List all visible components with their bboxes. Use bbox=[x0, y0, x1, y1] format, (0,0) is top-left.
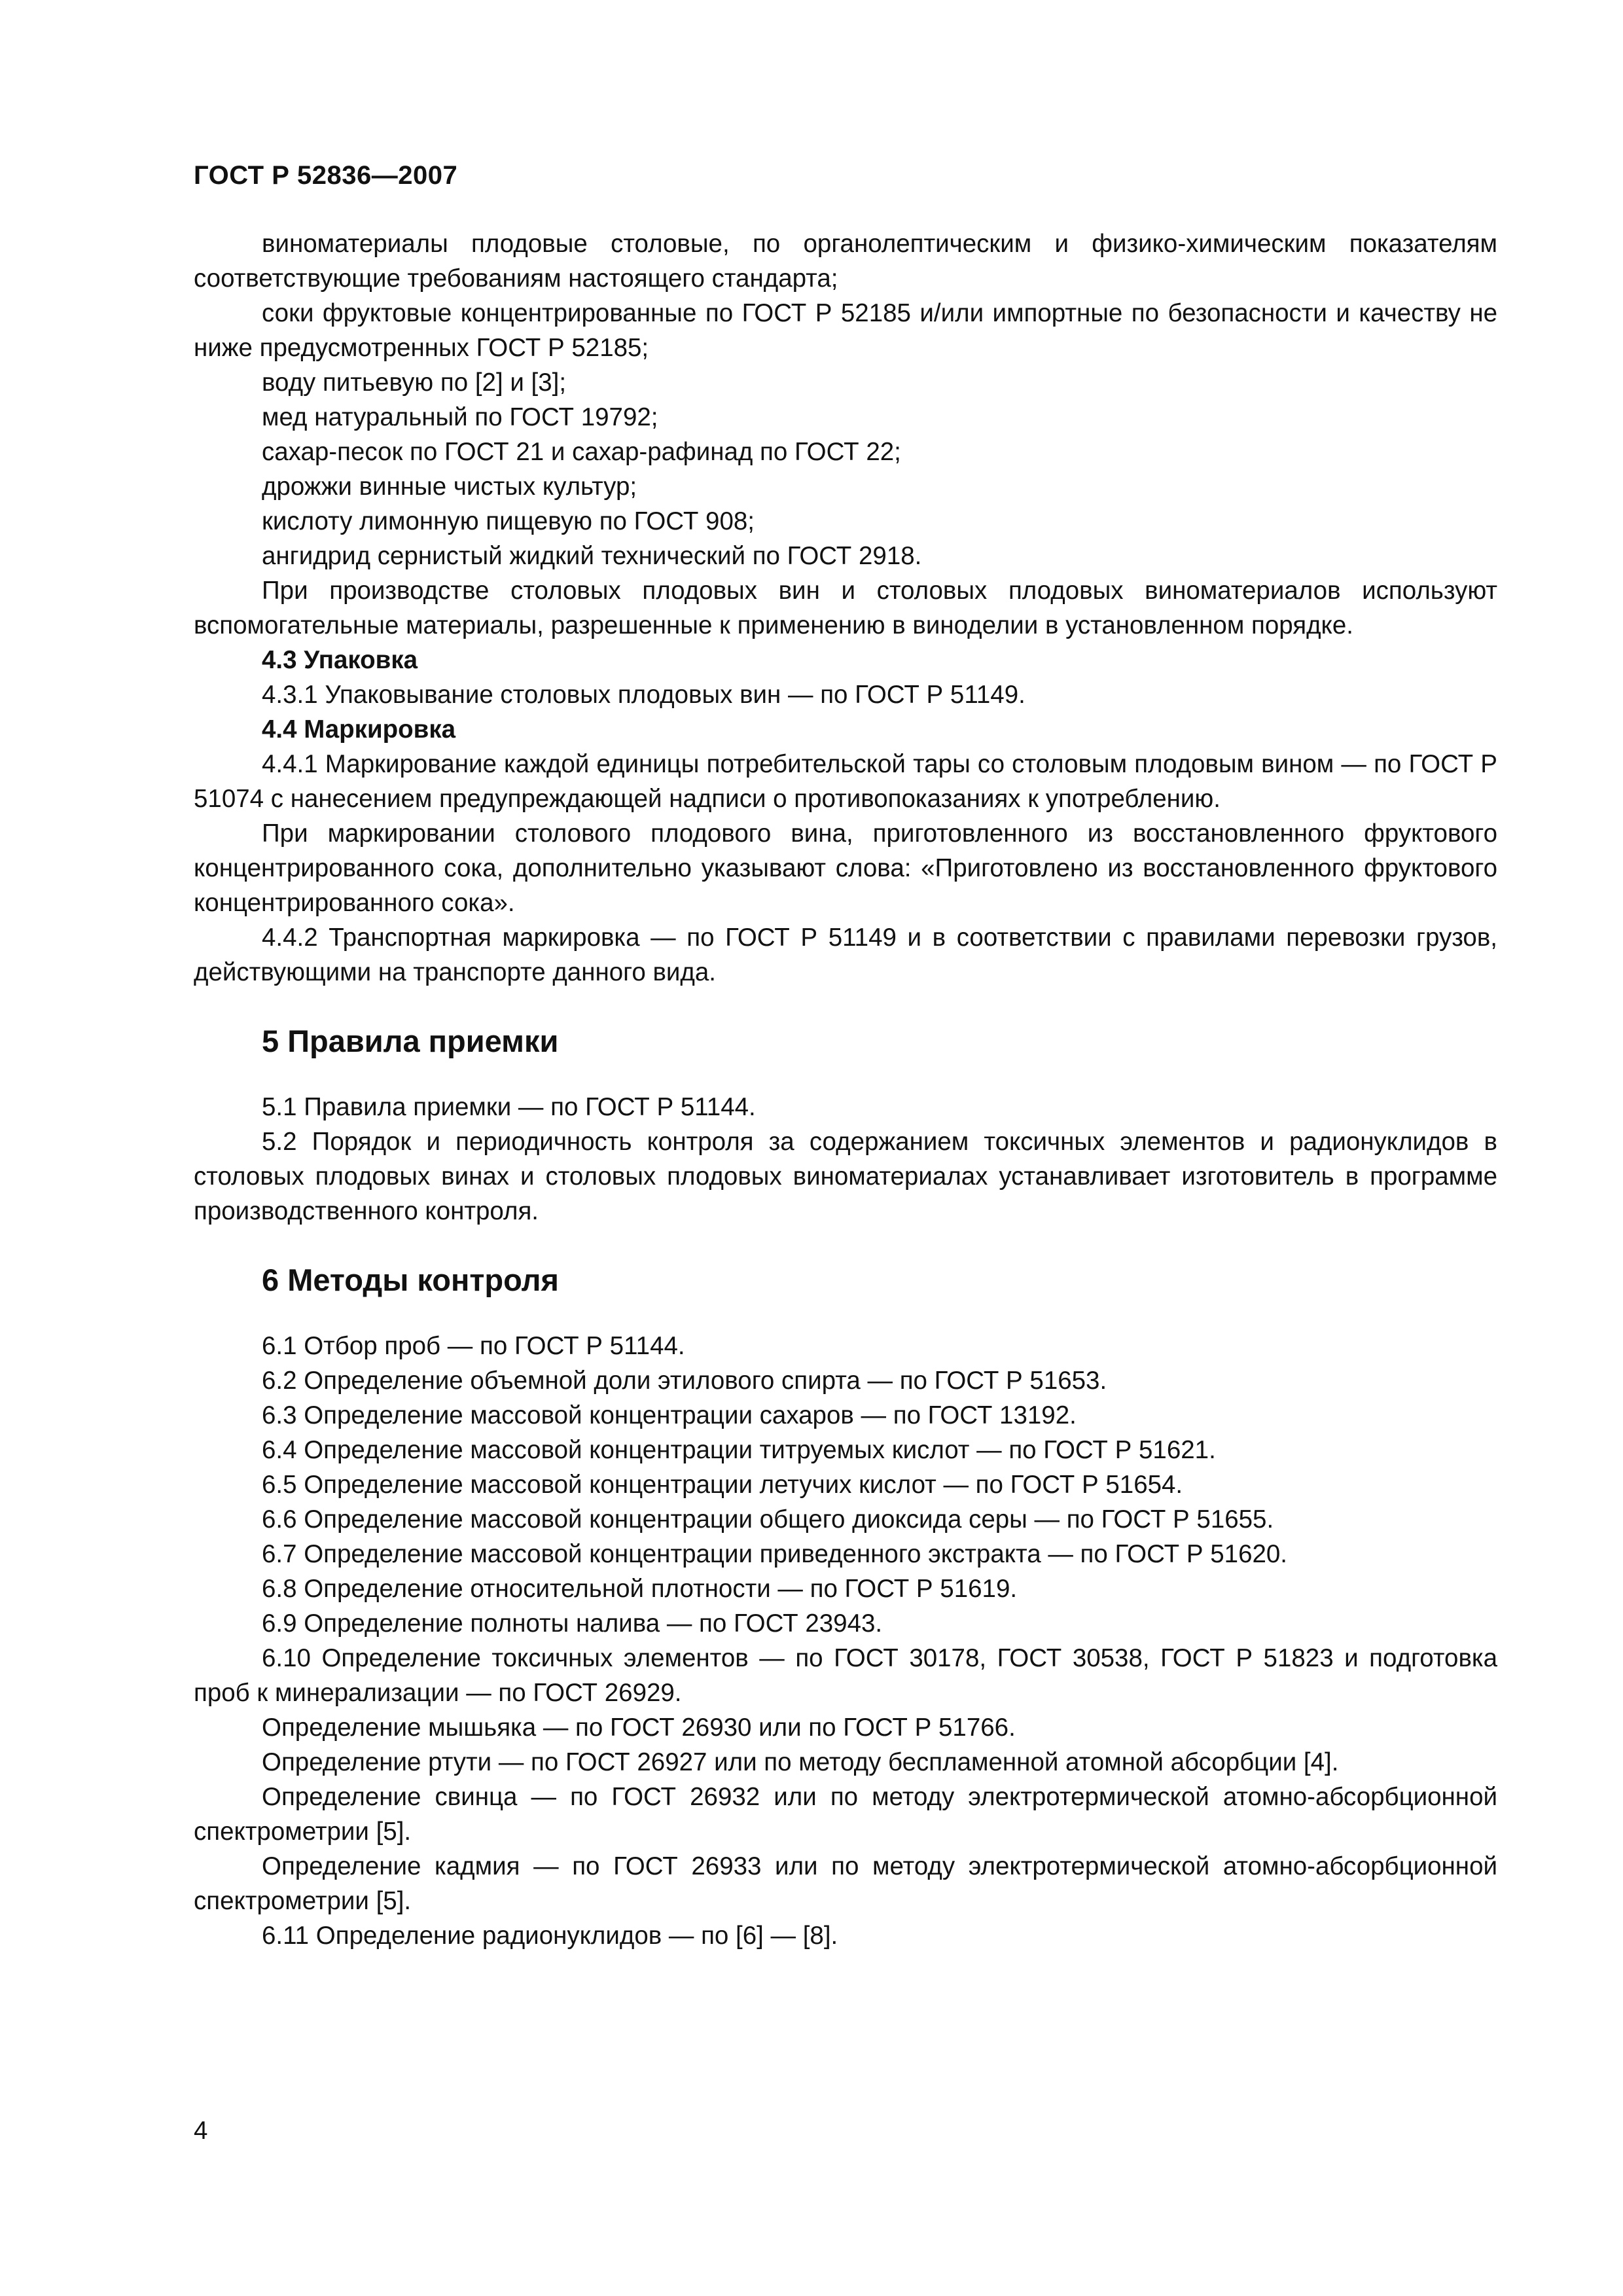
page-content bbox=[194, 226, 1497, 1953]
paragraph: 4.4.1 Маркирование каждой единицы потребительской тары со столовым плодовым вином — по ГОСТ Р 51074 с нанесением предупреждающей надписи о противопоказаниях к употреблению. bbox=[194, 750, 1497, 813]
paragraph: 6.4 Определение массовой концентрации титруемых кислот — по ГОСТ Р 51621. bbox=[262, 1436, 1216, 1464]
paragraph: 6.11 Определение радионуклидов — по [6] — [8]. bbox=[262, 1922, 838, 1950]
paragraph: 6.1 Отбор проб — по ГОСТ Р 51144. bbox=[262, 1332, 685, 1360]
paragraph: воду питьевую по [2] и [3]; bbox=[262, 368, 567, 397]
paragraph: 5.1 Правила приемки — по ГОСТ Р 51144. bbox=[262, 1093, 756, 1121]
paragraph: дрожжи винные чистых культур; bbox=[262, 473, 637, 501]
paragraph: 6.6 Определение массовой концентрации общего диоксида серы — по ГОСТ Р 51655. bbox=[262, 1505, 1274, 1534]
paragraph: Определение кадмия — по ГОСТ 26933 или по методу электротермической атомно-абсорбционной спектрометрии [5]. bbox=[194, 1852, 1497, 1915]
page-number: 4 bbox=[194, 2117, 208, 2145]
paragraph: 6.5 Определение массовой концентрации летучих кислот — по ГОСТ Р 51654. bbox=[262, 1471, 1183, 1499]
paragraph: кислоту лимонную пищевую по ГОСТ 908; bbox=[262, 507, 755, 535]
section-6 bbox=[194, 1261, 1497, 1953]
paragraph: 6.7 Определение массовой концентрации приведенного экстракта — по ГОСТ Р 51620. bbox=[262, 1540, 1287, 1568]
paragraph: 6.9 Определение полноты налива — по ГОСТ 23943. bbox=[262, 1609, 883, 1638]
paragraph: сахар-песок по ГОСТ 21 и сахар-рафинад по ГОСТ 22; bbox=[262, 438, 901, 466]
paragraph: 6.8 Определение относительной плотности — по ГОСТ Р 51619. bbox=[262, 1575, 1018, 1603]
paragraph: виноматериалы плодовые столовые, по органолептическим и физико-химическим показателям соответствующие требованиям настоящего стандарта; bbox=[194, 230, 1497, 293]
paragraph: соки фруктовые концентрированные по ГОСТ Р 52185 и/или импортные по безопасности и качеству не ниже предусмотренных ГОСТ Р 52185; bbox=[194, 299, 1497, 362]
paragraph: 5.2 Порядок и периодичность контроля за содержанием токсичных элементов и радионуклидов в столовых плодовых винах и столовых плодовых виноматериалах устанавливает изготовитель в программе производственного контроля. bbox=[194, 1128, 1497, 1225]
paragraph: При производстве столовых плодовых вин и столовых плодовых виноматериалов используют вспомогательные материалы, разрешенные к применению в виноделии в установленном порядке. bbox=[194, 577, 1497, 639]
section-5 bbox=[194, 1022, 1497, 1229]
paragraph: 6.10 Определение токсичных элементов — по ГОСТ 30178, ГОСТ 30538, ГОСТ Р 51823 и подготовка проб к минерализации — по ГОСТ 26929. bbox=[194, 1644, 1497, 1707]
subsection-4-4 bbox=[194, 712, 1497, 990]
paragraph: При маркировании столового плодового вина, приготовленного из восстановленного фруктового концентрированного сока, дополнительно указывают слова: «Приготовлено из восстановленного фруктового концентрированного сока». bbox=[194, 819, 1497, 917]
subsection-title: 4.4 Маркировка bbox=[262, 715, 456, 744]
paragraph: ангидрид сернистый жидкий технический по ГОСТ 2918. bbox=[262, 542, 922, 570]
subsection-title: 4.3 Упаковка bbox=[262, 646, 418, 674]
paragraph: 4.3.1 Упаковывание столовых плодовых вин — по ГОСТ Р 51149. bbox=[262, 681, 1026, 709]
paragraph: 6.2 Определение объемной доли этилового спирта — по ГОСТ Р 51653. bbox=[262, 1367, 1107, 1395]
paragraph: Определение мышьяка — по ГОСТ 26930 или по ГОСТ Р 51766. bbox=[262, 1713, 1016, 1742]
paragraph: 4.4.2 Транспортная маркировка — по ГОСТ Р 51149 и в соответствии с правилами перевозки грузов, действующими на транспорте данного вида. bbox=[194, 924, 1497, 986]
paragraph: Определение ртути — по ГОСТ 26927 или по методу беспламенной атомной абсорбции [4]. bbox=[262, 1748, 1339, 1776]
paragraph: мед натуральный по ГОСТ 19792; bbox=[262, 403, 658, 431]
section-title: 6 Методы контроля bbox=[262, 1263, 559, 1297]
subsection-4-3 bbox=[194, 643, 1497, 712]
materials-list bbox=[194, 226, 1497, 643]
standard-header: ГОСТ Р 52836—2007 bbox=[194, 161, 458, 190]
section-title: 5 Правила приемки bbox=[262, 1024, 559, 1058]
paragraph: 6.3 Определение массовой концентрации сахаров — по ГОСТ 13192. bbox=[262, 1401, 1077, 1429]
paragraph: Определение свинца — по ГОСТ 26932 или по методу электротермической атомно-абсорбционной спектрометрии [5]. bbox=[194, 1783, 1497, 1846]
